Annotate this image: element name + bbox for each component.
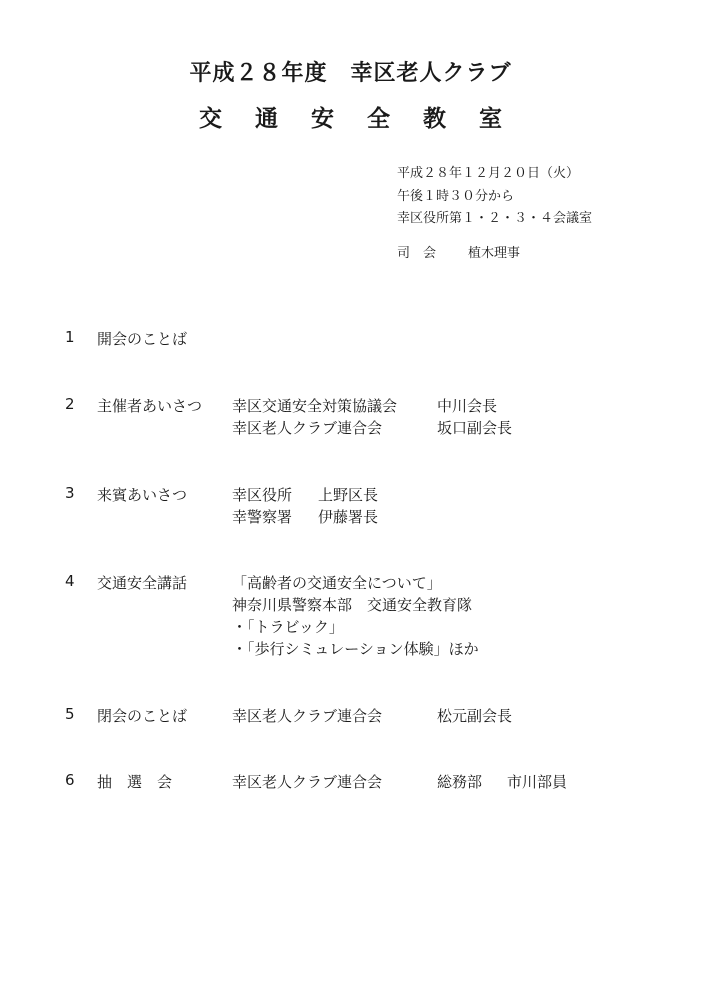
agenda-org: 幸区老人クラブ連合会 (232, 419, 383, 437)
agenda-title: 開会のことば (97, 330, 188, 348)
agenda-number: 4 (65, 572, 75, 590)
agenda-number: 3 (65, 484, 75, 502)
agenda-title: 主催者あいさつ (97, 397, 203, 415)
lecture-title: 「高齢者の交通安全について」 (232, 574, 442, 592)
agenda-title: 抽 選 会 (97, 773, 173, 791)
agenda-dept: 総務部 (437, 773, 483, 791)
agenda-number: 5 (65, 705, 75, 723)
event-venue: 幸区役所第１・２・３・４会議室 (397, 211, 593, 226)
lecture-presenter: 神奈川県警察本部 交通安全教育隊 (232, 596, 473, 614)
agenda-number: 2 (65, 395, 75, 413)
agenda-title: 交通安全講話 (97, 574, 188, 592)
agenda-number: 6 (65, 771, 75, 789)
agenda-org: 幸区老人クラブ連合会 (232, 707, 383, 725)
mc-label: 司 会 (397, 246, 437, 261)
agenda-person: 伊藤署長 (318, 508, 379, 526)
agenda-person: 中川会長 (437, 397, 498, 415)
lecture-activity: ・「トラビック」 (232, 618, 344, 636)
agenda-person: 松元副会長 (437, 707, 513, 725)
event-time: 午後１時３０分から (397, 189, 515, 204)
agenda-title: 来賓あいさつ (97, 486, 188, 504)
agenda-org: 幸区役所 (232, 486, 293, 504)
agenda-person: 上野区長 (318, 486, 379, 504)
event-date: 平成２８年１２月２０日（火） (397, 166, 580, 181)
agenda-number: 1 (65, 328, 75, 346)
agenda-person: 市川部員 (507, 773, 568, 791)
lecture-activity: ・「歩行シミュレーション体験」ほか (232, 640, 479, 658)
agenda-org: 幸区交通安全対策協議会 (232, 397, 398, 415)
document-subtitle: 交通安全教室 (199, 106, 535, 132)
document-title: 平成２８年度 幸区老人クラブ (189, 61, 512, 86)
agenda-org: 幸警察署 (232, 508, 293, 526)
agenda-title: 閉会のことば (97, 707, 188, 725)
mc-name: 植木理事 (468, 246, 521, 261)
agenda-person: 坂口副会長 (437, 419, 513, 437)
agenda-org: 幸区老人クラブ連合会 (232, 773, 383, 791)
